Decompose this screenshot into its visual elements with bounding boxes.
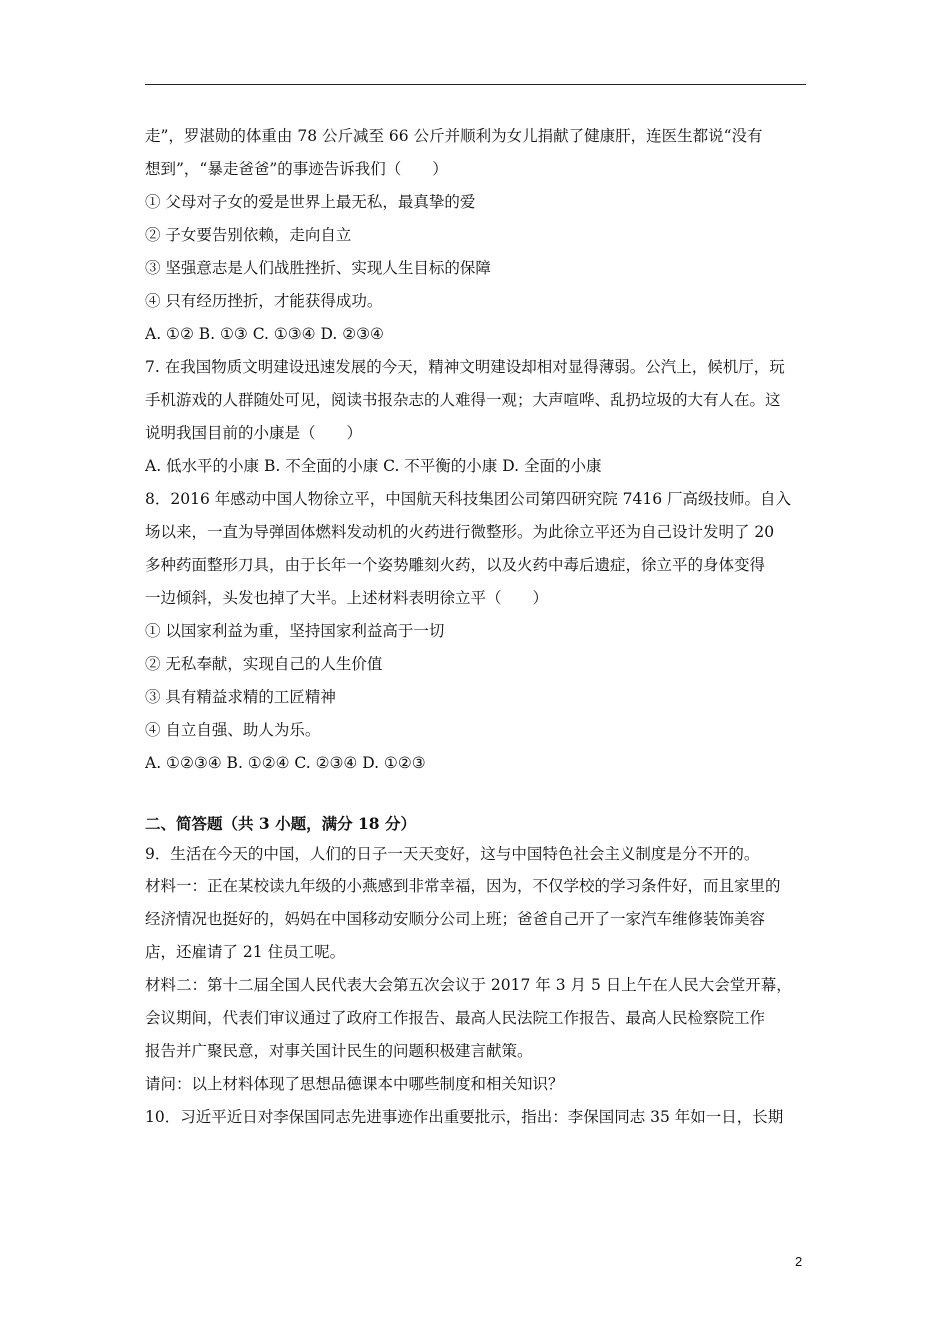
q8-text-line-1: 8．2016 年感动中国人物徐立平，中国航天科技集团公司第四研究院 7416 厂高级技师。自入 <box>145 490 792 508</box>
q9-material-1-line-1: 材料一：正在某校读九年级的小燕感到非常幸福，因为，不仅学校的学习条件好，而且家里的 <box>145 877 781 895</box>
q6-text-line-1: 走”，罗湛勋的体重由 78 公斤减至 66 公斤并顺利为女儿捐献了健康肝，连医生都说“没有 <box>145 127 763 145</box>
header-rule <box>145 84 806 85</box>
page-number: 2 <box>795 1254 803 1269</box>
q8-option-4: ④ 自立自强、助人为乐。 <box>145 721 321 739</box>
q6-option-1: ① 父母对子女的爱是世界上最无私，最真挚的爱 <box>145 193 476 211</box>
q6-option-4: ④ 只有经历挫折，才能获得成功。 <box>145 292 383 310</box>
q7-answers: A. 低水平的小康 B. 不全面的小康 C. 不平衡的小康 D. 全面的小康 <box>145 457 602 475</box>
q8-text-line-2: 场以来，一直为导弹固体燃料发动机的火药进行微整形。为此徐立平还为自己设计发明了 20 <box>145 523 775 541</box>
q9-material-2-line-1: 材料二：第十二届全国人民代表大会第五次会议于 2017 年 3 月 5 日上午在人民大会堂开幕， <box>145 976 792 994</box>
q6-answers: A. ①② B. ①③ C. ①③④ D. ②③④ <box>145 325 384 343</box>
q8-option-1: ① 以国家利益为重，坚持国家利益高于一切 <box>145 622 445 640</box>
q6-option-2: ② 子女要告别依赖，走向自立 <box>145 226 352 244</box>
q7-text-line-1: 7. 在我国物质文明建设迅速发展的今天，精神文明建设却相对显得薄弱。公汽上，候机厅，玩 <box>145 358 785 376</box>
q7-text-line-2: 手机游戏的人群随处可见，阅读书报杂志的人难得一观；大声喧哗、乱扔垃圾的大有人在。这 <box>145 391 781 409</box>
q6-option-3: ③ 坚强意志是人们战胜挫折、实现人生目标的保障 <box>145 259 491 277</box>
q8-option-2: ② 无私奉献，实现自己的人生价值 <box>145 655 383 673</box>
q6-text-line-2: 想到”，“暴走爸爸”的事迹告诉我们（ ） <box>145 160 448 178</box>
q9-material-1-line-3: 店，还雇请了 21 住员工呢。 <box>145 943 346 961</box>
q8-text-line-4: 一边倾斜，头发也掉了大半。上述材料表明徐立平（ ） <box>145 589 549 607</box>
document-body <box>145 120 810 1134</box>
q8-option-3: ③ 具有精益求精的工匠精神 <box>145 688 336 706</box>
q8-text-line-3: 多种药面整形刀具，由于长年一个姿势雕刻火药，以及火药中毒后遗症，徐立平的身体变得 <box>145 556 766 574</box>
q9-text-line-1: 9．生活在今天的中国，人们的日子一天天变好，这与中国特色社会主义制度是分不开的。 <box>145 845 760 863</box>
section-heading: 二、简答题（共 3 小题，满分 18 分） <box>145 814 416 833</box>
q9-question: 请问：以上材料体现了思想品德课本中哪些制度和相关知识？ <box>145 1075 564 1093</box>
q8-answers: A. ①②③④ B. ①②④ C. ②③④ D. ①②③ <box>145 754 426 772</box>
q10-text-line-1: 10．习近平近日对李保国同志先进事迹作出重要批示，指出：李保国同志 35 年如一日，长期 <box>145 1108 784 1126</box>
q9-material-1-line-2: 经济情况也挺好的，妈妈在中国移动安顺分公司上班；爸爸自己开了一家汽车维修装饰美容 <box>145 910 766 928</box>
q9-material-2-line-2: 会议期间，代表们审议通过了政府工作报告、最高人民法院工作报告、最高人民检察院工作 <box>145 1009 766 1027</box>
q7-text-line-3: 说明我国目前的小康是（ ） <box>145 424 363 442</box>
q9-material-2-line-3: 报告并广聚民意，对事关国计民生的问题积极建言献策。 <box>145 1042 533 1060</box>
